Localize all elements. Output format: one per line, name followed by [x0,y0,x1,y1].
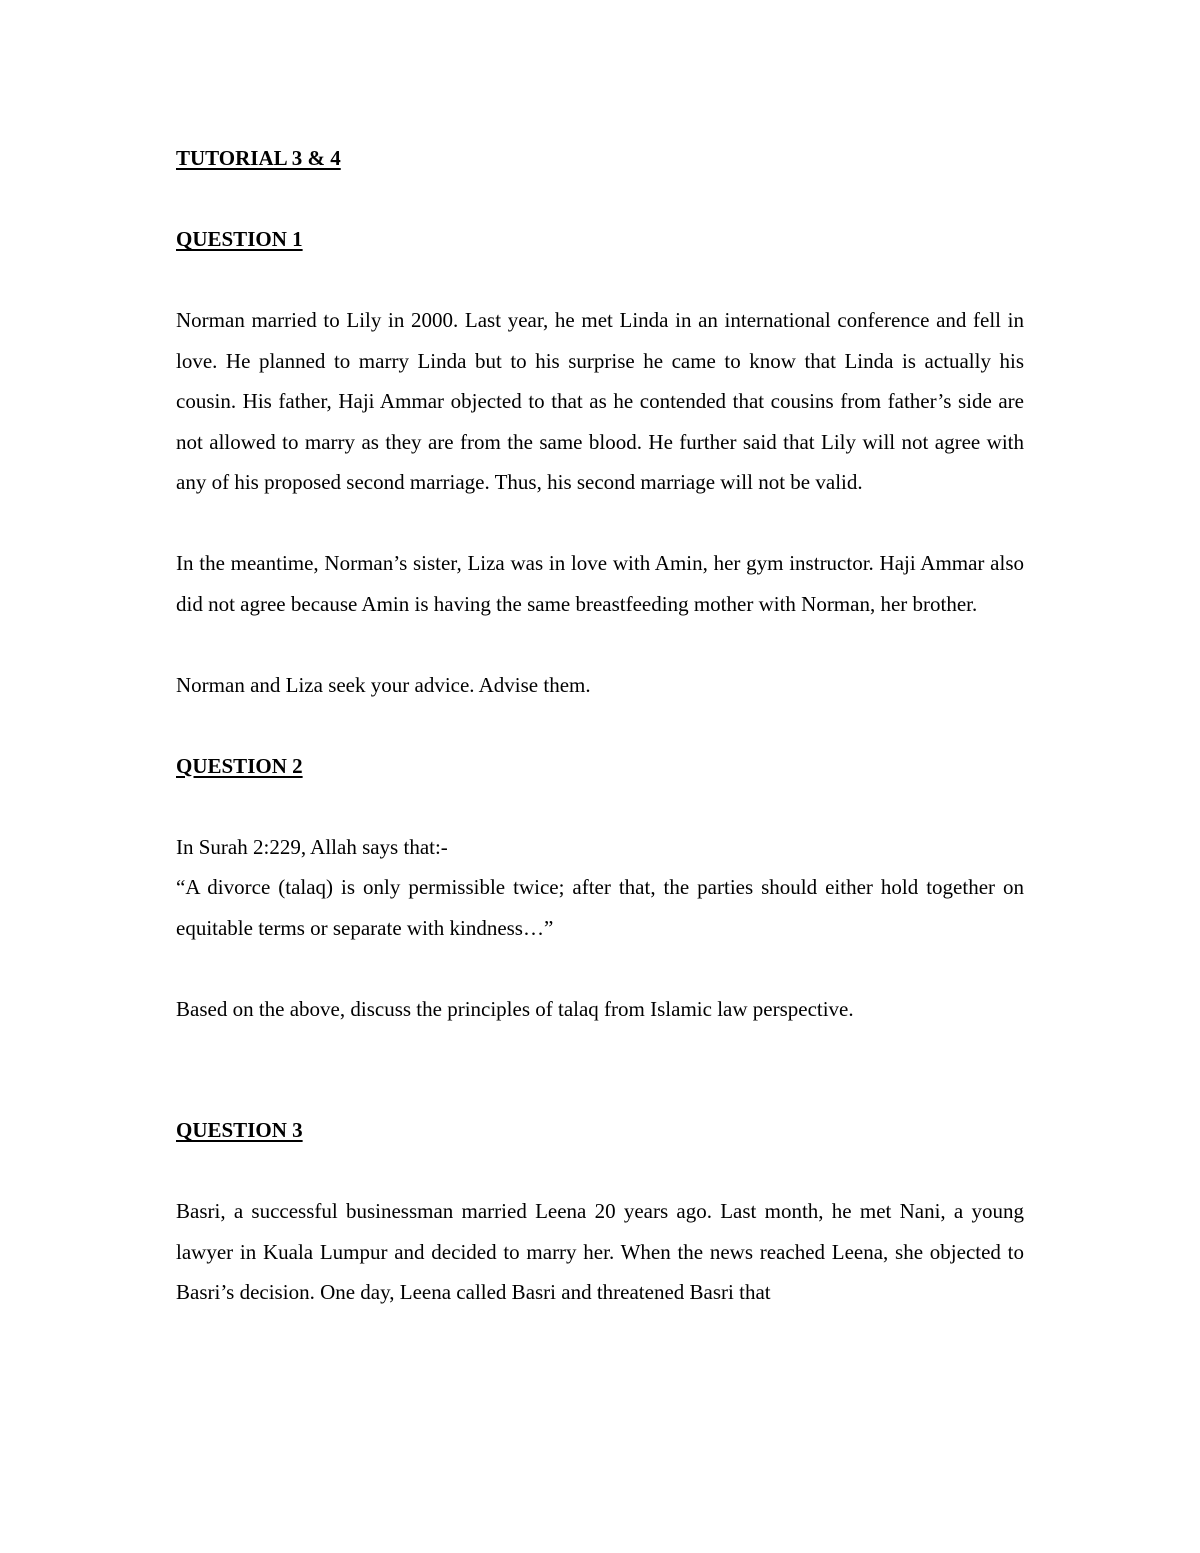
question-2-task: Based on the above, discuss the principles of talaq from Islamic law perspective. [176,996,854,1021]
question-2-intro: In Surah 2:229, Allah says that:- [176,834,448,859]
document-title: TUTORIAL 3 & 4 [176,146,341,170]
question-3-heading: QUESTION 3 [176,1118,303,1142]
question-1-paragraph-2: In the meantime, Norman’s sister, Liza was in love with Amin, her gym instructor. Haji Ammar also did not agree because Amin is having the same breastfeeding mother with Norman, her brother. [176,551,1024,616]
question-2-quote: “A divorce (talaq) is only permissible twice; after that, the parties should either hold together on equitable terms or separate with kindness…” [176,875,1024,940]
question-3-paragraph-1: Basri, a successful businessman married Leena 20 years ago. Last month, he met Nani, a young lawyer in Kuala Lumpur and decided to marry her. When the news reached Leena, she objected to Basri’s decision. One day, Leena called Basri and threatened Basri that [176,1199,1024,1304]
question-1-paragraph-3: Norman and Liza seek your advice. Advise them. [176,672,591,697]
question-2-heading: QUESTION 2 [176,753,303,778]
question-1-heading: QUESTION 1 [176,227,303,251]
question-1-paragraph-1: Norman married to Lily in 2000. Last year, he met Linda in an international conference and fell in love. He planned to marry Linda but to his surprise he came to know that Linda is actually his cousin. His father, Haji Ammar objected to that as he contended that cousins from father’s side are not allowed to marry as they are from the same blood. He further said that Lily will not agree with any of his proposed second marriage. Thus, his second marriage will not be valid. [176,308,1024,494]
document-body [176,138,1024,1313]
